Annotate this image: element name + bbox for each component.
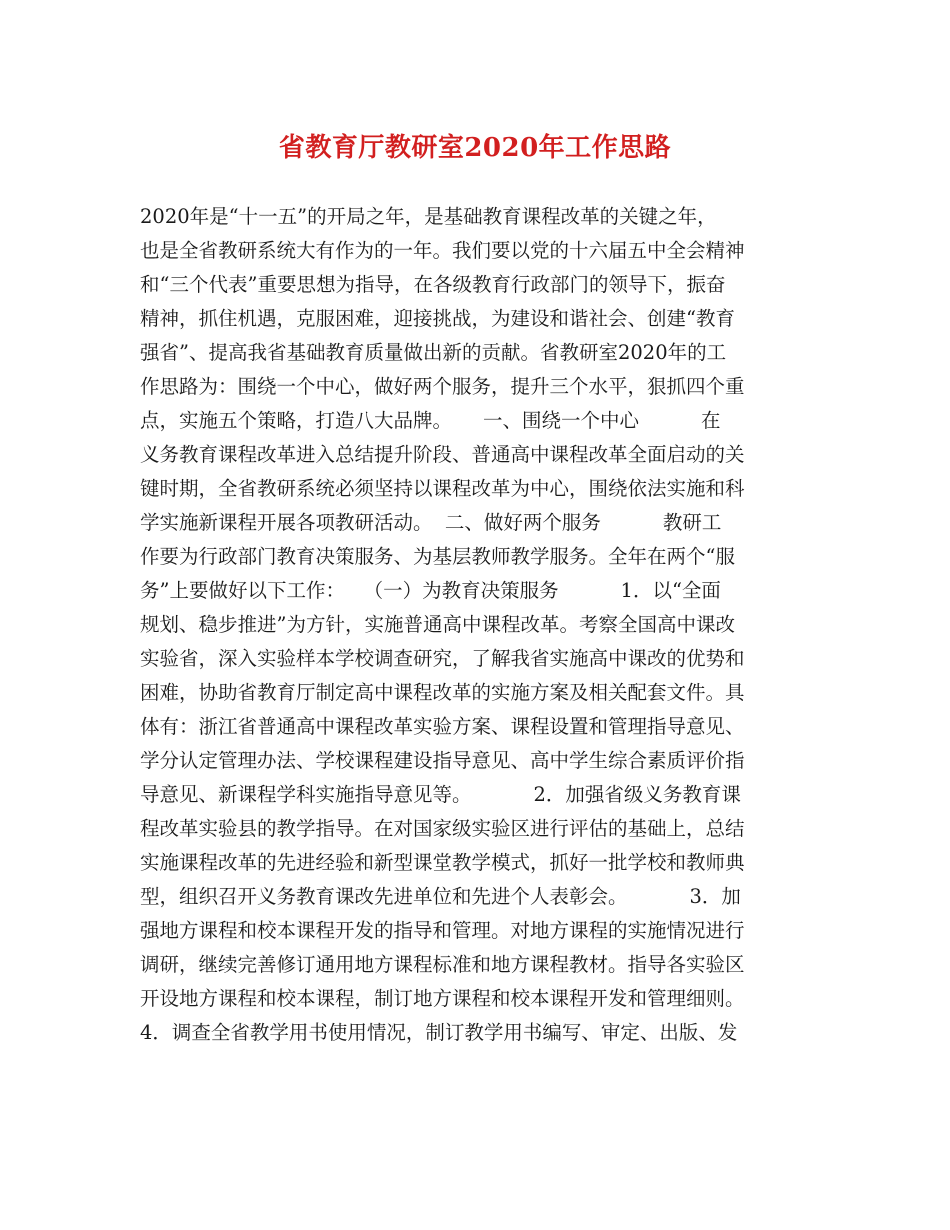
body-line: 导意见、新课程学科实施指导意见等。 2．加强省级义务教育课 xyxy=(140,783,741,806)
body-line: 实验省，深入实验样本学校调查研究，了解我省实施高中课改的优势和 xyxy=(140,647,745,670)
body-line: 2020年是“十一五”的开局之年，是基础教育课程改革的关键之年， xyxy=(140,205,717,228)
body-line: 强地方课程和校本课程开发的指导和管理。对地方课程的实施情况进行 xyxy=(140,919,745,942)
document-body xyxy=(140,200,820,1050)
body-line: 程改革实验县的教学指导。在对国家级实验区进行评估的基础上，总结 xyxy=(140,817,745,840)
body-line: 和“三个代表”重要思想为指导，在各级教育行政部门的领导下，振奋 xyxy=(140,273,726,296)
document-title: 省教育厅教研室2020年工作思路 xyxy=(278,133,672,163)
body-line: 体有：浙江省普通高中课程改革实验方案、课程设置和管理指导意见、 xyxy=(140,715,745,738)
body-line: 精神，抓住机遇，克服困难，迎接挑战，为建设和谐社会、创建“教育 xyxy=(140,307,735,330)
body-line: 点，实施五个策略，打造八大品牌。 一、围绕一个中心 在 xyxy=(140,409,721,432)
body-line: 型，组织召开义务教育课改先进单位和先进个人表彰会。 3．加 xyxy=(140,885,741,908)
body-line: 学分认定管理办法、学校课程建设指导意见、高中学生综合素质评价指 xyxy=(140,749,745,772)
body-line: 键时期，全省教研系统必须坚持以课程改革为中心，围绕依法实施和科 xyxy=(140,477,745,500)
body-line: 开设地方课程和校本课程，制订地方课程和校本课程开发和管理细则。 xyxy=(140,987,745,1010)
body-line: 也是全省教研系统大有作为的一年。我们要以党的十六届五中全会精神 xyxy=(140,239,745,262)
body-line: 务”上要做好以下工作： （一）为教育决策服务 1．以“全面 xyxy=(140,579,721,602)
body-line: 困难，协助省教育厅制定高中课程改革的实施方案及相关配套文件。具 xyxy=(140,681,745,704)
body-line: 规划、稳步推进”为方针，实施普通高中课程改革。考察全国高中课改 xyxy=(140,613,735,636)
body-line: 学实施新课程开展各项教研活动。 二、做好两个服务 教研工 xyxy=(140,511,722,534)
body-line: 作思路为：围绕一个中心，做好两个服务，提升三个水平，狠抓四个重 xyxy=(140,375,745,398)
body-line: 4．调查全省教学用书使用情况，制订教学用书编写、审定、出版、发 xyxy=(140,1021,738,1044)
body-line: 强省”、提高我省基础教育质量做出新的贡献。省教研室2020年的工 xyxy=(140,341,727,364)
body-line: 义务教育课程改革进入总结提升阶段、普通高中课程改革全面启动的关 xyxy=(140,443,745,466)
body-line: 实施课程改革的先进经验和新型课堂教学模式，抓好一批学校和教师典 xyxy=(140,851,745,874)
body-line: 作要为行政部门教育决策服务、为基层教师教学服务。全年在两个“服 xyxy=(140,545,735,568)
body-line: 调研，继续完善修订通用地方课程标准和地方课程教材。指导各实验区 xyxy=(140,953,745,976)
